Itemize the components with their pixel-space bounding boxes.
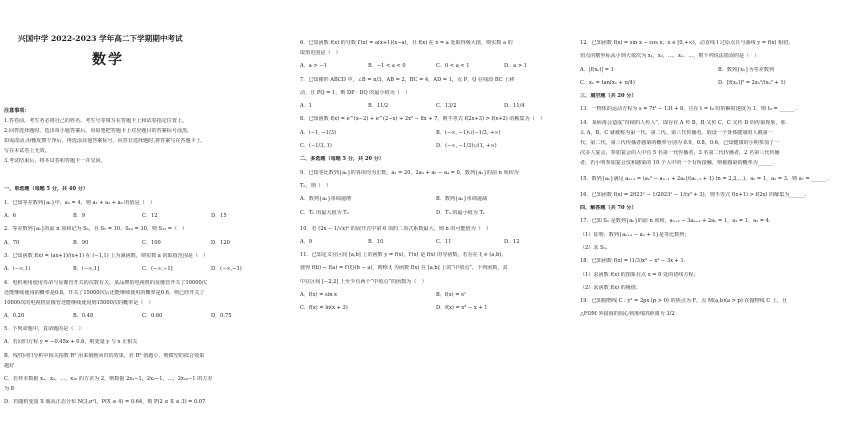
question-options	[4, 240, 280, 246]
question-options	[300, 143, 572, 149]
notes-heading: 注意事项：	[4, 108, 30, 115]
question-options	[300, 196, 572, 202]
option: D．11/4	[504, 103, 525, 110]
question-options	[300, 63, 572, 69]
question-line: 次多人宴会，参加宴会的人中有 5 名第一代传播者，3 名第二代传播者，2 名第三代传播	[580, 149, 780, 156]
option: C．Tₙ 的最大值为 T₂	[300, 209, 349, 216]
question-part: （1）求函数 f(x) 的图象在点 x = 0 处的切线方程；	[580, 271, 699, 278]
option: B．f(x) = eˣ	[436, 292, 467, 299]
question-stem: 10．若 (2x − 1/√x)ⁿ 的展开式中第 6 项的二项式系数最大，则 n 的可能值为（ ）	[300, 225, 492, 232]
question-part: （2）求 Sₙ.	[580, 244, 608, 251]
option: A．(−∞,1)	[4, 266, 31, 273]
question-options	[300, 103, 572, 109]
question-stem: 18．已知函数 f(x) = (1/3)x³ − x² − 3x + 1.	[580, 258, 686, 265]
question-line: 19．已知抛物线 C : y² = 2px (p > 0) 的焦点为 F，点 M(a,b)(a > p) 在抛物线 C 上，且	[580, 298, 788, 305]
option: D．(−∞, −1/3)∪(1, +∞)	[436, 143, 497, 150]
right-column	[580, 40, 856, 325]
question-line: 么 A，B，C 就被称为第一代、第二代、第三代传播者。假设一个身体健康的人被第一	[580, 129, 773, 136]
option: A．70	[4, 239, 20, 246]
question-options	[300, 292, 572, 298]
option: C．f(x) = ln(x + 3)	[300, 305, 348, 312]
option: D．120	[211, 239, 230, 246]
question-stem: 1．已知等差数列{aₙ}中，a₂ = 4，则 a₁ + a₂ + a₃ 的值是（ ）	[4, 199, 155, 206]
question-line: 越好	[4, 362, 15, 369]
option: D．15	[211, 213, 227, 220]
note-line: 2.回答选择题时，选出每小题答案后，用铅笔把答题卡上对应题目的答案标号涂黑。	[4, 128, 193, 135]
question-line: 切点的横坐标从小到大依次为 x₁，x₂，…，xₙ，…，则下列说法错误的是（ ）	[580, 53, 760, 60]
note-line: 写在本试卷上无效。	[4, 148, 50, 155]
option: C．0.60	[142, 312, 163, 319]
question-line: 取值范围是（ ）	[300, 50, 341, 56]
section-heading: 四、解答题（共 70 分）	[580, 205, 637, 212]
option: A．a > −1	[300, 63, 327, 70]
option: A．0.20	[4, 312, 25, 319]
question-line: C．若样本数据 x₁，x₂，…，x₁₀ 的方差为 2，则数据 2x₁−1，2x₂−1，…，2x₁₀−1 的方差	[4, 376, 213, 383]
option: B．11/2	[368, 103, 389, 110]
question-line: B．线性回归分析中相关指数 R² 用来刻画回归的效果，若 R² 值越小，则模型的拟合效果	[4, 352, 205, 359]
option: B．(−∞,1]	[73, 266, 100, 273]
option: B．9	[73, 213, 86, 220]
option: B．90	[73, 239, 89, 246]
option: D．12	[504, 238, 520, 245]
option: D．0.75	[211, 312, 232, 319]
left-column	[4, 0, 280, 413]
question-line: 者，若小明参加宴会仅和感染的 10 个人中的一个有所接触，则被感染的概率为______.	[580, 159, 775, 166]
option: C．xₙ = tan(xₙ + π/4)	[580, 79, 635, 86]
option: A．(−1, −1/3)	[300, 129, 336, 136]
section-heading: 二、多选题（每题 5 分，共 20 分）	[300, 156, 384, 163]
option: C．100	[142, 239, 161, 246]
question-line: 9．已知等比数列{aₙ}的各项均为正数，a₁ = 20，2a₃ + a₅ − a₄ = 0，数列{aₙ}的前 n 项积为	[300, 169, 519, 176]
option: A．|f(xₙ)| = 1	[580, 66, 614, 73]
option: A．6	[4, 213, 17, 220]
section-heading: 三、填空题（共 20 分）	[580, 93, 637, 100]
question-line: D．若随机变量 X 服从正态分布 N(3,σ²)，P(X ≤ 4) = 0.64，则 P(2 ≤ X ≤ 3) = 0.07	[4, 399, 206, 406]
option: C．13/2	[436, 103, 457, 110]
option: B．0.48	[73, 312, 94, 319]
question-options	[300, 305, 572, 311]
exam-title: 兴国中学 2022-2023 学年高二下学期期中考试	[18, 34, 183, 43]
question-stem: 8．已知函数 f(x) = e^(x−2) + e^(2−x) + 2x² − 8x + 7，则不等式 f(2x+3) > f(x+2) 的解集为（ ）	[300, 116, 545, 123]
option: B．数列{xₙ}为等差数列	[718, 66, 775, 73]
question-line: 5．下列命题中，真命题的是（ ）	[4, 326, 84, 333]
question-options	[4, 313, 280, 319]
question-line: A．若回归方程 ŷ = −0.45x + 0.6，则变量 y 与 x 正相关	[4, 339, 138, 346]
question-line: 还能继续使用的概率是0.8，开关了15000次后还能继续使用的概率是0.6，则已经开关了	[4, 289, 205, 296]
exam-subject: 数学	[92, 51, 124, 68]
question-part: （2）求函数 f(x) 的极值.	[580, 284, 638, 291]
question-options	[580, 67, 856, 73]
question-options	[300, 130, 572, 136]
question-line: △FOM 外接圆的圆心到准线的距离为 3/2	[580, 311, 675, 318]
question-line: 14．某病毒会造成“持续的人传人”，即存在 A 传 B，B 又传 C，C 又传 D 的传染现象，那	[580, 119, 786, 126]
question-stem: 13．一物体的运动方程为 s = 7t² − 13t + 8，且在 t = t₀ 时的瞬时速度为 1，则 t₀ = ______.	[580, 106, 797, 113]
option: D．(−∞,−1)	[211, 266, 242, 273]
note-line: 3.考试结束后，将本试卷和答题卡一并交回。	[4, 158, 106, 165]
question-line: 中在区间 [−2,2] 上至少有两个“中值点”的函数为（ ）	[300, 278, 427, 285]
question-stem: 15．数列{aₙ}满足 aₙ₊₁ = (aₙ² − aₙ₋₁ + 2aₙ)/(aₙ₋₁ + 1) (n = 2,3,…)，a₂ = 1，a₃ = 3，则 a₇ = ______.	[580, 175, 829, 182]
question-line: 为 8	[4, 386, 14, 393]
question-options	[300, 239, 572, 245]
option: B．−1 < a < 0	[368, 63, 406, 70]
option: B．数列{aₙ}单调递减	[436, 196, 488, 203]
question-line: 4．电机利用使用寿命与显像管开关的次数有关，某品牌的电视机的显像管开关了10000次	[4, 279, 207, 286]
question-stem: 3．已知函数 f(x) = (ax+1)/(x+1) 在 (−1,1) 上为减函数，则实数 a 的取值范围是（ ）	[4, 252, 209, 259]
option: D．a > 1	[504, 63, 527, 70]
option: D．Tₙ 的最小值为 T₁	[436, 209, 485, 216]
option: A．f(x) = sin x	[300, 292, 338, 299]
question-line: 使得 f(b) − f(a) = f′(ξ)(b − a)，则称 ξ 为函数 f(x) 在 [a,b] 上的“中值点”。下列函数，其	[300, 265, 508, 272]
question-line: 10000次的电视机显像管还能继续使用到15000次的概率是（ ）	[4, 299, 154, 306]
question-stem: 2．等差数列{aₙ}的前 n 项和记为 Sₙ，且 S₅ = 10，S₁₀ = 30，则 S₁₅ =（ ）	[4, 226, 188, 233]
note-line: 1.答卷前，考生务必将自己的姓名、考生号等填写在答题卡上和试卷指定位置上。	[4, 118, 188, 125]
question-options	[4, 213, 280, 219]
question-line: 11．已知定义在区间 [a,b] 上的函数 y = f(x)，f′(x) 是 f(x) 的导函数，若存在 ξ ∈ (a,b)，	[300, 252, 507, 259]
question-options	[580, 80, 856, 86]
option: A．9	[300, 238, 313, 245]
question-options	[4, 266, 280, 272]
question-line: Tₙ，则（ ）	[300, 182, 332, 189]
question-line: 12．已知函数 f(x) = sin x − cos x，x ∈ [0,+∞)，动直线 l 过原点且与曲线 y = f(x) 相切，	[580, 40, 794, 46]
option: C．(−1/3, 1)	[300, 143, 332, 150]
middle-column	[300, 40, 572, 319]
option: A．数列{aₙ}单调递增	[300, 196, 352, 203]
option: A．1	[300, 103, 313, 110]
option: C．12	[142, 213, 158, 220]
option: D．[f(xₙ)]² = 2xₙ²/(xₙ² + 1)	[718, 79, 786, 86]
option: C．11	[436, 238, 452, 245]
option: B．10	[368, 238, 384, 245]
question-stem: 16．已知函数 f(x) = 2023ˣ − 1/2023ˣ − 1/(x³ + 3)，则不等式 f(x+1) > f(2x) 的解集为______.	[580, 191, 807, 198]
section-heading: 一、单选题（每题 5 分，共 40 分）	[4, 186, 88, 193]
question-line: 代、第二代、第三代传播者感染的概率分别为 0.9，0.8，0.6，已知健康的小明参加了一	[580, 139, 780, 146]
question-line: 7．已知梯形 ABCD 中，∠B = π/3，AB = 2，BC = 4，AD = 1，点 P，Q 在线段 BC 上移	[300, 76, 515, 83]
option: B．(−∞, −1)∪(−1/3, +∞)	[436, 129, 501, 136]
option: C．0 < a < 1	[436, 63, 470, 70]
option: C．(−∞,−1]	[142, 266, 173, 273]
question-line: 动，且 PQ = 1，则 DP · DQ 的最小值为（ ）	[300, 89, 411, 96]
question-part: （1）证明：数列{aₙ₊₁ − aₙ + 1}是等比数列；	[580, 231, 690, 238]
option: D．f(x) = x³ − x + 1	[436, 305, 488, 312]
question-options	[300, 210, 572, 216]
question-line: 6．已知函数 f(x) 的导数 f′(x) = a(x+1)(x−a)，且 f(x) 在 x = a 处取得极大值，则实数 a 的	[300, 40, 513, 46]
note-line: 如需改动,用橡皮擦干净后，再选涂其他答案标号。回答非选择题时,将答案写在答题卡上,	[4, 138, 203, 145]
question-stem: 17．已知 Sₙ 是数列{aₙ}的前 n 项和，aₙ₊₂ − 3aₙ₊₁ + 2aₙ = 1，a₁ = 1，a₂ = 4.	[580, 218, 771, 225]
